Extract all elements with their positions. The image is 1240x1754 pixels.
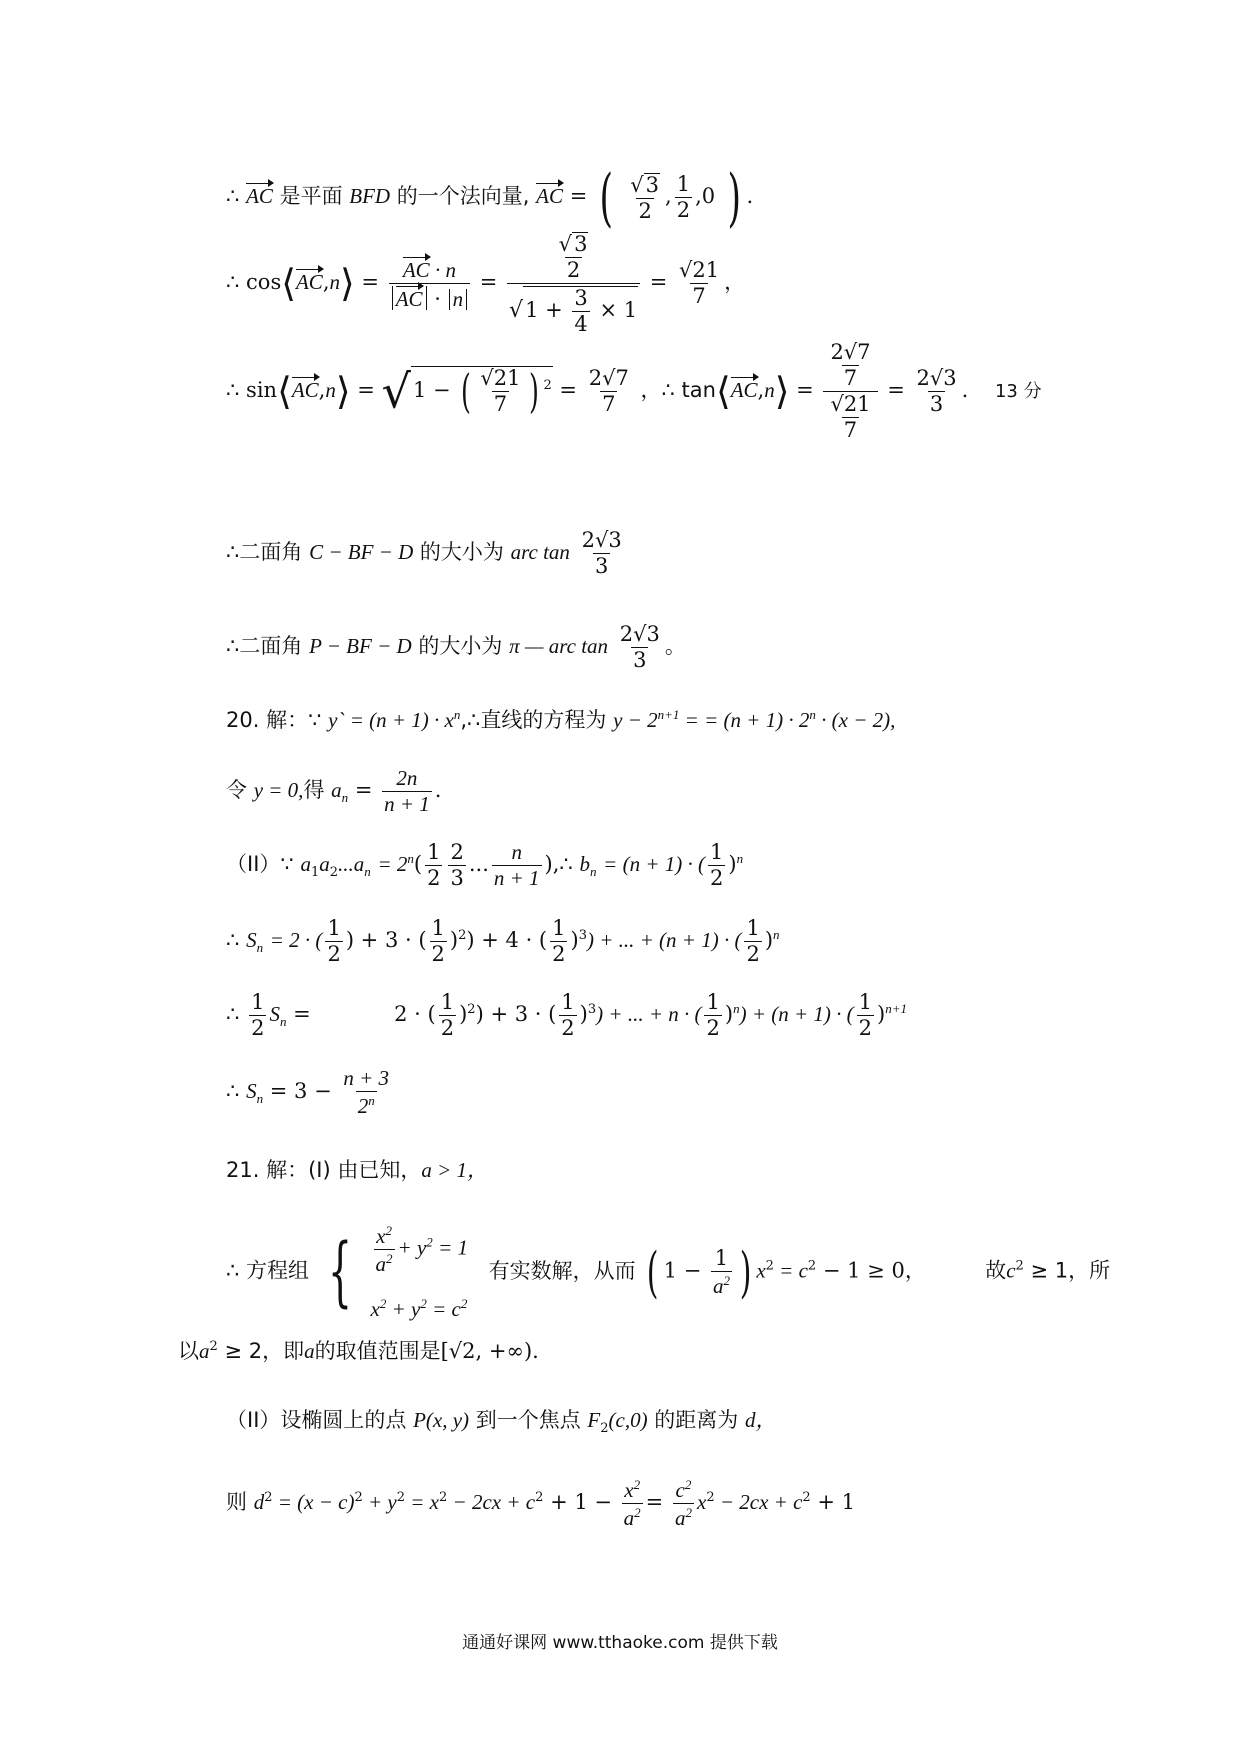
vector-ac-2: AC (536, 184, 564, 208)
fraction-sqrt3-2: $\frac{√3}{2}$ (630, 173, 660, 223)
line-distance: 则 $d^2 = (x - c)^2 + y^2 = x^2 - 2cx + c^2 + 1$ − $\frac{x^2}{a^2}$ = $\frac{c^2}{a^2}$ $x^2 - 2cx + c^2 + 1$ (226, 1477, 855, 1530)
line-dihedral-2: ∴二面角 P − BF − D 的大小为 π — arc tan $\frac{2√3}{3}$ 。 (226, 622, 686, 672)
line-ellipse-point: （II）设椭圆上的点 P(x, y) 到一个焦点 $F_2(c,0)$ 的距离为 d， (226, 1408, 777, 1437)
therefore-sign: ∴ (226, 184, 240, 208)
line-dihedral-1: ∴二面角 C − BF − D 的大小为 arc tan $\frac{2√3}{3}$ (226, 528, 622, 578)
line-sn-result: ∴ $S_n = 3$ − $\frac{n + 3}{2^n}$ (226, 1066, 390, 1118)
line-problem-21: 21. 解：(I) 由已知，a > 1， (226, 1158, 488, 1182)
line-sin-tan: ∴ sin⟨AC,n⟩ = √1 − ( $\frac{√21}{7}$ ) $^2$ = $\frac{2√7}{7}$ ，∴ tan⟨AC,n⟩ = $\frac{\frac{2√7}{7}}{\frac{√21}{7}}$ = $\frac{2√3}{3}$ . 13 分 (226, 340, 1042, 442)
fraction-tan-value: $\frac{\frac{2√7}{7}}{\frac{√21}{7}}$ (823, 342, 877, 441)
line-problem-20: 20. 解：∵ y` = $(n + 1) \cdot x^n,\therefore$直线的方程为 $y - 2^{n+1}$ = = $(n + 1) \cdot 2^n \cdot (x - 2)$, (226, 707, 896, 732)
line-range: 以$a^2 \ge 2$，即a的取值范围是[√2, +∞). (178, 1339, 539, 1363)
page-footer: 通通好课网 www.tthaoke.com 提供下载 (462, 1633, 778, 1653)
line-system: ∴ 方程组 { $\frac{x^2}{a^2}$ + $y^2 = 1$ $x^2 + y^2 = c^2$ 有实数解，从而 ( 1 − $\frac{1}{a^2}$ ) $x^2 = c^2 - 1 \ge 0$， 故$c^2 \ge 1$，所 (226, 1223, 1111, 1321)
line-bn: （II）∵ $a_1a_2...a_n = 2^n$( $\frac{1}{2}$ $\frac{2}{3}$ ... $\frac{n}{n + 1}$ ),∴ $b_n = (n + 1)$ · ( $\frac{1}{2}$ )$^n$ (226, 840, 744, 890)
line-cos: ∴ cos⟨AC,n⟩ = $\frac{AC \cdot n}{AC \cdot n}$ = $\frac{√3}{2}$ √1 + $\frac{3}{4}$ × 1 = $\frac{√21}{7}$ ， (226, 232, 746, 336)
equation-system: $\frac{x^2}{a^2}$ + $y^2 = 1$ $x^2 + y^2 = c^2$ (370, 1223, 468, 1321)
fraction-cos-value: $\frac{√3}{2}$ √1 + $\frac{3}{4}$ × 1 (507, 232, 640, 335)
line-an: 令 y = 0,得 $a_n$ = $\frac{2n}{n + 1}$ . (226, 766, 442, 816)
line-sn: ∴ $S_n = 2$ · ( $\frac{1}{2}$ ) + 3 · ( $\frac{1}{2}$ )$^2$) + 4 · ( $\frac{1}{2}$ )$^3$) + ... + (n + 1) · ( $\frac{1}{2}$ )$^n$ (226, 916, 780, 966)
vector-ac: AC (246, 184, 273, 208)
score-mark: 13 分 (994, 381, 1042, 402)
line-normal-vector: ∴ AC 是平面 BFD 的一个法向量, AC = ( $\frac{√3}{2}$ , $\frac{1}{2}$ ,0 ) . (226, 161, 754, 234)
line-half-sn: ∴ $\frac{1}{2}$ $S_n = 2$ · ( $\frac{1}{2}$ )$^2$) + 3 · ( $\frac{1}{2}$ )$^3$) + ... + n · ( $\frac{1}{2}$ )$^n$) + (n + 1) · ( $\frac{1}{2}$ )$^{n+1}$ (226, 990, 908, 1040)
